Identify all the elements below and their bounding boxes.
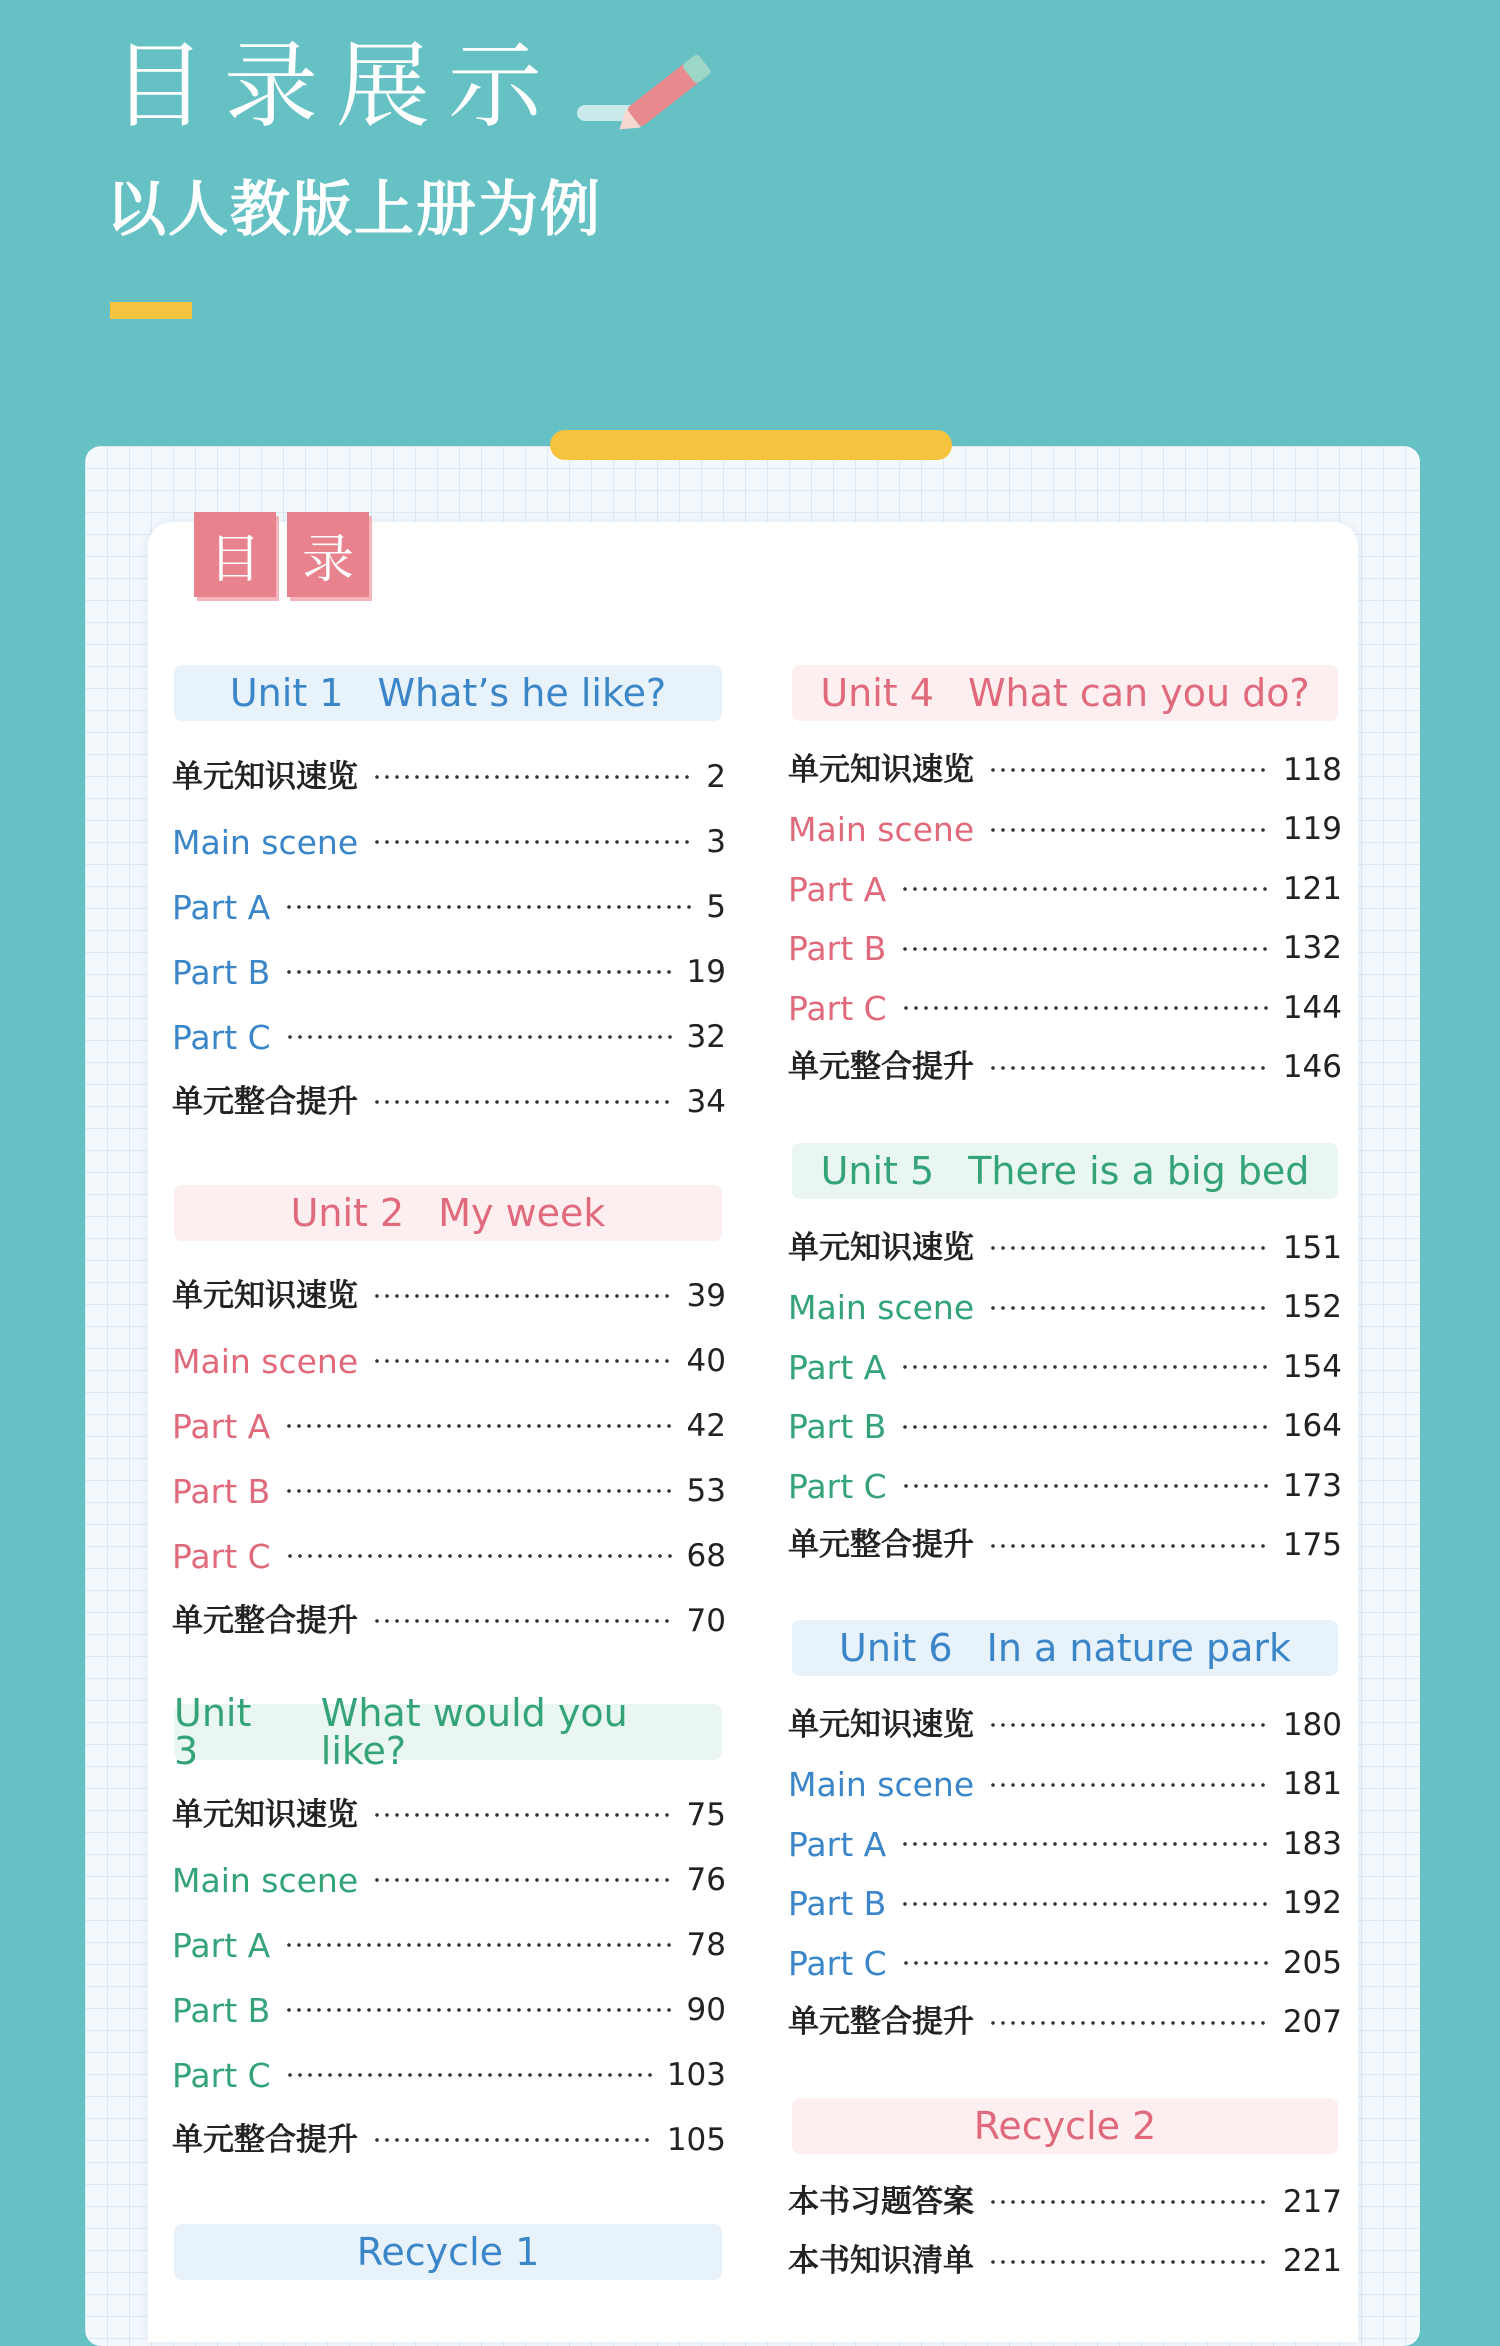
toc-entry[interactable] (788, 1286, 1342, 1330)
toc-entry-label: 单元整合提升 (788, 1527, 974, 1563)
unit-title: What can you do? (967, 671, 1310, 715)
toc-entry-label: Main scene (172, 1860, 359, 1900)
toc-entry-page: 32 (686, 1018, 726, 1055)
unit-number: Unit 5 (820, 1149, 935, 1193)
dot-leader (900, 1424, 1269, 1430)
toc-entry-label: Main scene (788, 1765, 975, 1804)
unit-number: Unit 4 (820, 671, 934, 715)
toc-stamp-mu: 目 (194, 512, 276, 597)
toc-entry-label: 单元知识速览 (172, 758, 358, 795)
toc-entry[interactable] (172, 1599, 726, 1643)
card-top-pill (550, 430, 952, 460)
toc-entry-label: Part A (172, 1406, 271, 1446)
toc-entry[interactable] (788, 1464, 1342, 1508)
unit-title: What’s he like? (377, 671, 667, 715)
dot-leader (284, 904, 692, 910)
toc-entry[interactable] (788, 1941, 1342, 1985)
dot-leader (284, 2007, 672, 2013)
toc-entry[interactable] (788, 2180, 1342, 2224)
dot-leader (372, 1877, 672, 1883)
toc-entry-label: Part A (788, 869, 887, 909)
toc-entry-page: 217 (1282, 2183, 1342, 2220)
toc-entry[interactable] (172, 1339, 726, 1383)
toc-entry[interactable] (172, 1080, 726, 1124)
toc-entry[interactable] (788, 986, 1342, 1030)
dot-leader (988, 2259, 1269, 2265)
toc-entry-page: 183 (1282, 1825, 1342, 1862)
toc-entry-page: 192 (1282, 1885, 1342, 1921)
toc-entry-page: 39 (686, 1277, 726, 1314)
toc-entry-label: Part C (172, 1017, 271, 1057)
unit-title: There is a big bed (968, 1149, 1310, 1193)
toc-entry-page: 53 (686, 1472, 726, 1509)
toc-entry[interactable] (172, 755, 726, 799)
dot-leader (988, 767, 1269, 773)
toc-entry-label: Main scene (788, 1288, 975, 1327)
toc-entry-label: Part C (788, 1466, 887, 1506)
unit-title: Recycle 2 (973, 2104, 1157, 2148)
toc-entry-page: 40 (686, 1342, 726, 1379)
recycle-1-header[interactable] (174, 2224, 722, 2280)
toc-entry-label: Part B (788, 1884, 887, 1923)
toc-entry-page: 151 (1282, 1229, 1342, 1266)
dot-leader (372, 1618, 673, 1624)
toc-entry-page: 180 (1282, 1706, 1342, 1743)
toc-entry-label: Part C (172, 2055, 271, 2095)
toc-entry-label: 单元整合提升 (172, 1602, 358, 1639)
dot-leader (900, 1901, 1269, 1907)
toc-entry[interactable] (788, 2240, 1342, 2284)
toc-entry[interactable] (172, 1923, 726, 1967)
toc-entry[interactable] (788, 2001, 1342, 2045)
dot-leader (901, 1483, 1269, 1489)
toc-entry-page: 152 (1282, 1289, 1342, 1325)
toc-entry-page: 146 (1282, 1049, 1342, 1085)
toc-entry-label: 本书知识清单 (788, 2243, 974, 2279)
unit-header[interactable] (792, 665, 1338, 721)
toc-entry[interactable] (788, 1822, 1342, 1866)
dot-leader (988, 827, 1269, 833)
toc-entry-label: 本书习题答案 (788, 2183, 974, 2220)
toc-entry[interactable] (788, 808, 1342, 852)
unit-title: My week (438, 1191, 606, 1235)
toc-entry-page: 121 (1282, 870, 1342, 907)
toc-entry-page: 164 (1282, 1408, 1342, 1444)
recycle-2-header[interactable] (792, 2098, 1338, 2154)
dot-leader (372, 839, 692, 845)
toc-entry-label: Part B (172, 952, 271, 992)
unit-header[interactable] (174, 1185, 722, 1241)
dot-leader (988, 1305, 1269, 1311)
toc-entry[interactable] (788, 1524, 1342, 1568)
toc-entry-page: 221 (1282, 2243, 1342, 2279)
dot-leader (900, 1841, 1269, 1847)
toc-entry[interactable] (788, 1345, 1342, 1389)
toc-entry[interactable] (172, 820, 726, 864)
toc-entry-label: 单元知识速览 (172, 1796, 358, 1833)
unit-header[interactable] (174, 665, 722, 721)
toc-entry-label: Part B (172, 1990, 271, 2030)
toc-entry-page: 205 (1282, 1944, 1342, 1981)
toc-stamp-lu: 录 (287, 512, 369, 597)
toc-entry-page: 175 (1282, 1527, 1342, 1563)
toc-entry[interactable] (172, 2053, 726, 2097)
dot-leader (284, 1488, 672, 1494)
toc-entry[interactable] (788, 1703, 1342, 1747)
unit-title: What would you like? (320, 1691, 628, 1773)
toc-entry-label: Part A (172, 887, 271, 927)
toc-entry[interactable] (172, 1274, 726, 1318)
toc-entry-page: 5 (706, 888, 726, 925)
toc-entry[interactable] (172, 1988, 726, 2032)
unit-number: Unit 2 (290, 1191, 405, 1235)
toc-entry[interactable] (788, 1226, 1342, 1270)
toc-entry-label: Part A (788, 1824, 887, 1864)
toc-entry-label: Part C (172, 1536, 271, 1576)
toc-entry[interactable] (788, 748, 1342, 792)
toc-entry-page: 34 (686, 1083, 726, 1120)
dot-leader (900, 946, 1269, 952)
dot-leader (285, 1034, 673, 1040)
dot-leader (988, 1782, 1269, 1788)
toc-entry-label: Part C (788, 988, 887, 1028)
dot-leader (284, 1942, 672, 1948)
toc-entry[interactable] (172, 885, 726, 929)
dot-leader (988, 2020, 1269, 2026)
toc-entry[interactable] (172, 1534, 726, 1578)
hero-accent-bar (110, 302, 192, 319)
toc-entry-page: 78 (686, 1926, 726, 1963)
dot-leader (900, 886, 1269, 892)
unit-number: Unit 1 (229, 671, 344, 715)
toc-entry[interactable] (172, 1469, 726, 1513)
toc-entry[interactable] (172, 1793, 726, 1837)
unit-header[interactable] (792, 1143, 1338, 1199)
toc-entry-label: 单元整合提升 (172, 1083, 358, 1120)
hero-subtitle: 以人教版上册为例 (106, 175, 602, 245)
toc-entry-page: 181 (1282, 1766, 1342, 1802)
toc-entry-label: Part A (788, 1347, 887, 1387)
toc-entry-label: Main scene (788, 810, 975, 849)
toc-entry-label: 单元整合提升 (172, 2121, 358, 2158)
toc-entry-page: 70 (686, 1602, 726, 1639)
toc-entry-page: 90 (686, 1991, 726, 2028)
toc-entry[interactable] (788, 927, 1342, 971)
toc-entry-label: 单元整合提升 (788, 2004, 974, 2040)
toc-entry-label: 单元知识速览 (172, 1277, 358, 1314)
toc-entry[interactable] (172, 1015, 726, 1059)
toc-entry-label: 单元知识速览 (788, 1229, 974, 1266)
toc-entry[interactable] (788, 1763, 1342, 1807)
toc-entry[interactable] (788, 867, 1342, 911)
toc-entry-label: Main scene (172, 822, 359, 862)
toc-entry-page: 103 (666, 2056, 726, 2093)
toc-entry-label: Part B (788, 929, 887, 968)
dot-leader (372, 1812, 673, 1818)
dot-leader (284, 1423, 672, 1429)
toc-entry[interactable] (788, 1046, 1342, 1090)
pencil-eraser-icon (575, 45, 715, 145)
toc-entry-label: Main scene (172, 1341, 359, 1381)
toc-entry[interactable] (788, 1405, 1342, 1449)
toc-entry-page: 76 (686, 1861, 726, 1898)
dot-leader (988, 1065, 1269, 1071)
dot-leader (372, 1099, 673, 1105)
toc-entry-page: 154 (1282, 1348, 1342, 1385)
dot-leader (285, 2072, 653, 2078)
toc-entry-label: 单元知识速览 (788, 751, 974, 788)
dot-leader (901, 1005, 1269, 1011)
toc-entry-label: Part B (172, 1471, 271, 1511)
dot-leader (372, 1358, 672, 1364)
toc-entry[interactable] (172, 1404, 726, 1448)
dot-leader (901, 1960, 1269, 1966)
toc-entry-page: 3 (706, 823, 726, 860)
toc-entry-label: 单元整合提升 (788, 1049, 974, 1085)
toc-entry-label: Part C (788, 1943, 887, 1983)
toc-entry-page: 173 (1282, 1467, 1342, 1504)
unit-title: Recycle 1 (356, 2230, 540, 2274)
toc-entry-page: 132 (1282, 930, 1342, 966)
dot-leader (372, 774, 692, 780)
unit-title: In a nature park (986, 1626, 1291, 1670)
toc-entry-page: 118 (1282, 751, 1342, 788)
toc-entry-page: 19 (686, 953, 726, 990)
toc-entry-label: Part B (788, 1407, 887, 1446)
toc-entry-page: 144 (1282, 989, 1342, 1026)
unit-number: Unit 3 (174, 1691, 252, 1773)
dot-leader (988, 1543, 1269, 1549)
toc-entry[interactable] (172, 2118, 726, 2162)
dot-leader (900, 1364, 1269, 1370)
dot-leader (988, 1245, 1269, 1251)
toc-entry[interactable] (788, 1882, 1342, 1926)
toc-entry[interactable] (172, 950, 726, 994)
toc-entry-page: 105 (666, 2121, 726, 2158)
toc-entry-page: 207 (1282, 2004, 1342, 2040)
toc-entry-page: 119 (1282, 811, 1342, 847)
toc-entry-page: 75 (686, 1796, 726, 1833)
toc-entry[interactable] (172, 1858, 726, 1902)
dot-leader (988, 2199, 1269, 2205)
dot-leader (372, 2137, 653, 2143)
toc-entry-page: 42 (686, 1407, 726, 1444)
unit-header[interactable] (174, 1691, 722, 1773)
toc-entry-label: Part A (172, 1925, 271, 1965)
dot-leader (285, 1553, 673, 1559)
unit-header[interactable] (792, 1620, 1338, 1676)
dot-leader (372, 1293, 673, 1299)
unit-number: Unit 6 (839, 1626, 953, 1670)
dot-leader (284, 969, 672, 975)
toc-entry-page: 2 (706, 758, 726, 795)
hero-title: 目录展示 (112, 32, 561, 141)
dot-leader (988, 1722, 1269, 1728)
toc-entry-page: 68 (686, 1537, 726, 1574)
toc-entry-label: 单元知识速览 (788, 1706, 974, 1743)
